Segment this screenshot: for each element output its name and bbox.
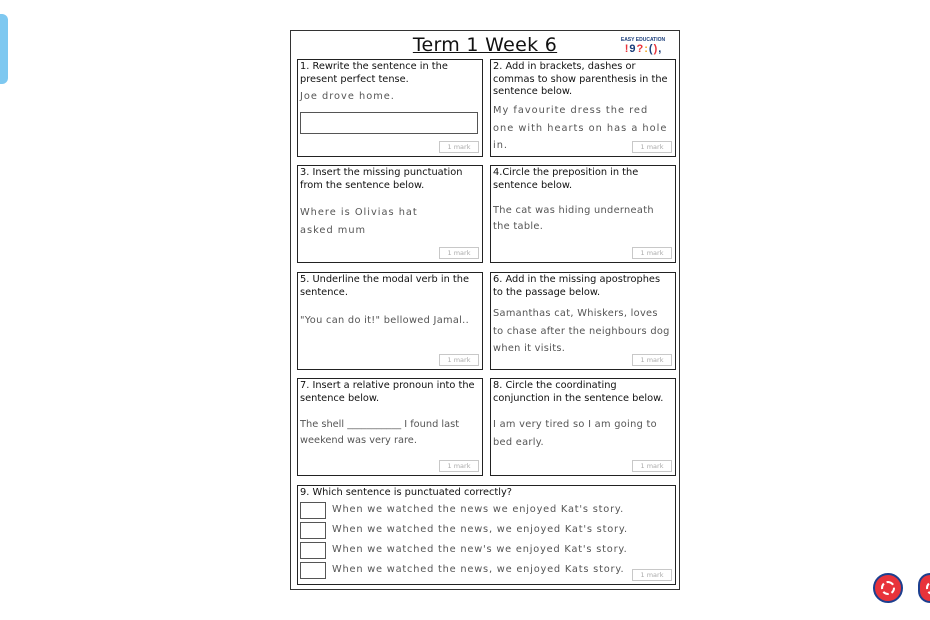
mark-label: 1 mark (439, 460, 479, 472)
worksheet-title: Term 1 Week 6 (412, 34, 558, 56)
question-6-text: 6. Add in the missing apostrophes to the passage below. (493, 274, 661, 298)
question-1-answer-box[interactable] (300, 112, 478, 134)
option-3-text: When we watched the new's we enjoyed Kat's story. (332, 544, 628, 555)
question-2-text: 2. Add in brackets, dashes or commas to show parenthesis in the sentence below. (493, 61, 668, 97)
option-4-text: When we watched the news, we enjoyed Kats story. (332, 564, 625, 575)
option-4-checkbox[interactable] (300, 562, 326, 579)
question-3-sentence: Where is Olivias hat asked mum (300, 207, 418, 236)
question-5-sentence: "You can do it!" bellowed Jamal.. (300, 315, 470, 326)
question-2-sentence: My favourite dress the red one with hearts on has a hole in. (493, 105, 668, 151)
question-6-box (490, 272, 676, 370)
scribble-circle-icon[interactable] (918, 573, 930, 603)
question-3-text: 3. Insert the missing punctuation from the sentence below. (300, 167, 463, 191)
question-7-box (297, 378, 483, 476)
question-4-sentence: The cat was hiding underneath the table. (493, 205, 654, 232)
question-6-sentence: Samanthas cat, Whiskers, loves to chase after the neighbours dog when it visits. (493, 308, 670, 354)
question-8-sentence: I am very tired so I am going to bed early. (493, 419, 657, 448)
mark-label: 1 mark (439, 354, 479, 366)
option-2-text: When we watched the news, we enjoyed Kat's story. (332, 524, 628, 535)
mark-label: 1 mark (632, 460, 672, 472)
question-5-box (297, 272, 483, 370)
option-1-checkbox[interactable] (300, 502, 326, 519)
option-row (300, 502, 625, 520)
question-9-box (297, 485, 676, 585)
question-1-sentence: Joe drove home. (300, 91, 395, 102)
question-9-text: 9. Which sentence is punctuated correctly? (300, 487, 512, 498)
mark-label: 1 mark (632, 247, 672, 259)
option-2-checkbox[interactable] (300, 522, 326, 539)
accent-bar (0, 14, 8, 84)
mark-label: 1 mark (632, 569, 672, 581)
mark-label: 1 mark (439, 247, 479, 259)
scribble-circle-icon[interactable] (873, 573, 903, 603)
option-row (300, 542, 628, 560)
question-5-text: 5. Underline the modal verb in the sentence. (300, 274, 470, 298)
question-4-text: 4.Circle the preposition in the sentence below. (493, 167, 639, 191)
question-2-box (490, 59, 676, 157)
question-1-text: 1. Rewrite the sentence in the present perfect tense. (300, 61, 448, 85)
mark-label: 1 mark (632, 141, 672, 153)
question-4-box (490, 165, 676, 263)
mark-label: 1 mark (439, 141, 479, 153)
option-row (300, 522, 628, 540)
easy-education-logo: EASY EDUCATION ! 9 ? : ( ) , (620, 37, 666, 55)
question-7-sentence: The shell ___________ I found last weekend was very rare. (300, 419, 460, 446)
question-8-text: 8. Circle the coordinating conjunction in the sentence below. (493, 380, 664, 404)
question-7-text: 7. Insert a relative pronoun into the sentence below. (300, 380, 475, 404)
question-1-box (297, 59, 483, 157)
mark-label: 1 mark (632, 354, 672, 366)
question-3-box (297, 165, 483, 263)
option-1-text: When we watched the news we enjoyed Kat's story. (332, 504, 625, 515)
option-row (300, 562, 625, 580)
worksheet (290, 30, 680, 590)
question-8-box (490, 378, 676, 476)
option-3-checkbox[interactable] (300, 542, 326, 559)
